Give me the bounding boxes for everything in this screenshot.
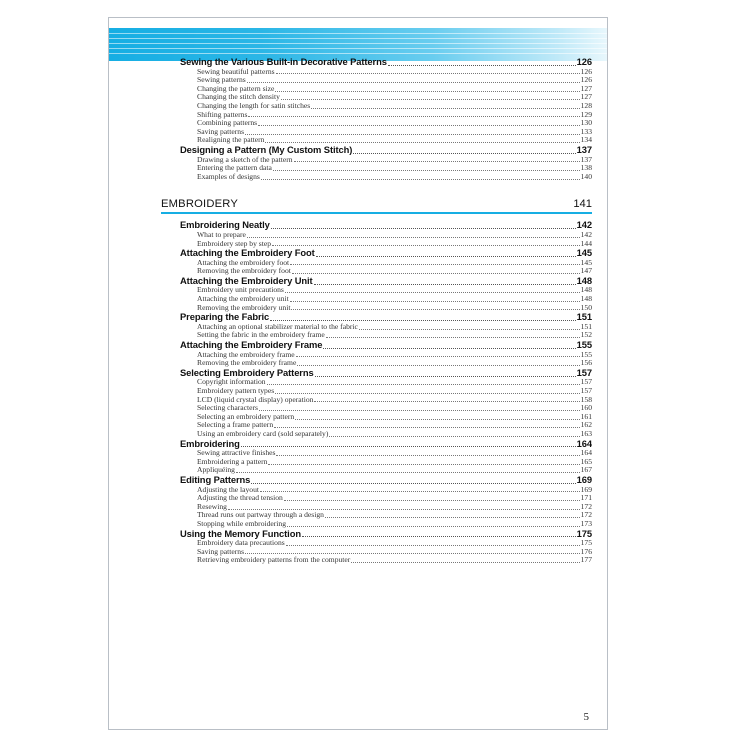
toc-subentry — [180, 421, 592, 430]
toc-subentry — [180, 231, 592, 240]
toc-entry-page: 169 — [576, 474, 592, 485]
dot-leader — [353, 153, 575, 154]
toc-section-entry — [180, 340, 592, 351]
dot-leader — [287, 526, 580, 527]
dot-leader — [281, 99, 580, 100]
toc-subentry — [180, 548, 592, 557]
toc-entry-page: 142 — [580, 230, 592, 239]
toc-entry-title: Retrieving embroidery patterns from the computer — [197, 556, 351, 565]
dot-leader — [295, 419, 579, 420]
toc-entry-title: Removing the embroidery foot — [197, 267, 291, 276]
dot-leader — [315, 376, 576, 377]
toc-entry-title: Embroidery step by step — [197, 239, 272, 248]
dot-leader — [258, 125, 579, 126]
toc-entry-title: Embroidering a pattern — [197, 457, 268, 466]
toc-entry-page: 155 — [576, 340, 592, 351]
dot-leader — [276, 73, 580, 74]
toc-section-entry — [180, 475, 592, 486]
toc-entry-title: LCD (liquid crystal display) operation — [197, 395, 314, 404]
toc-entry-title: Setting the fabric in the embroidery frame — [197, 331, 325, 340]
dot-leader — [270, 320, 575, 321]
toc-entry-title: Using an embroidery card (sold separately) — [197, 429, 329, 438]
toc-entry-title: Sewing the Various Built-in Decorative Patterns — [180, 57, 387, 67]
table-of-contents — [161, 57, 592, 565]
dot-leader — [359, 329, 580, 330]
toc-entry-page: 134 — [580, 136, 592, 145]
toc-entry-title: Using the Memory Function — [180, 528, 301, 539]
toc-subentry — [180, 387, 592, 396]
dot-leader — [245, 553, 580, 554]
toc-entry-page: 175 — [576, 528, 592, 539]
toc-subentry — [180, 173, 592, 182]
dot-leader — [260, 491, 580, 492]
toc-entry-title: Changing the stitch density — [197, 93, 280, 102]
toc-entry-page: 160 — [580, 404, 592, 413]
toc-entry-page: 150 — [580, 303, 592, 312]
toc-entry-page: 175 — [580, 539, 592, 548]
toc-subentry — [180, 136, 592, 145]
dot-leader — [245, 134, 580, 135]
toc-entry-page: 171 — [580, 494, 592, 503]
toc-entry-page: 151 — [576, 312, 592, 323]
toc-entry-page: 140 — [580, 172, 592, 181]
toc-subentry — [180, 539, 592, 548]
toc-subentry — [180, 413, 592, 422]
toc-entry-title: Stopping while embroidering — [197, 519, 287, 528]
toc-entry-title: Appliquéing — [197, 466, 235, 475]
dot-leader — [323, 348, 575, 349]
toc-subentry — [180, 378, 592, 387]
toc-entry-page: 155 — [580, 350, 592, 359]
toc-section-entry — [180, 368, 592, 379]
dot-leader — [314, 284, 576, 285]
toc-entry-page: 138 — [580, 164, 592, 173]
toc-entry-title: Embroidering — [180, 438, 240, 449]
toc-subentry — [180, 404, 592, 413]
toc-entry-page: 151 — [580, 322, 592, 331]
chapter-page: 141 — [573, 198, 592, 211]
dot-leader — [311, 108, 579, 109]
toc-entry-page: 173 — [580, 519, 592, 528]
toc-subentry — [180, 520, 592, 529]
toc-subentry — [180, 93, 592, 102]
toc-subentry — [180, 76, 592, 85]
toc-entry-title: Adjusting the layout — [197, 485, 260, 494]
toc-entry-title: Selecting Embroidery Patterns — [180, 367, 314, 378]
toc-subentry — [180, 486, 592, 495]
toc-entry-page: 164 — [576, 438, 592, 449]
toc-entry-title: Attaching the Embroidery Unit — [180, 275, 313, 286]
toc-section-entry — [180, 248, 592, 259]
toc-entry-page: 163 — [580, 429, 592, 438]
toc-entry-title: Embroidery pattern types — [197, 387, 275, 395]
toc-entry-page: 144 — [580, 239, 592, 248]
toc-section-sewing — [180, 57, 592, 181]
toc-entry-page: 172 — [580, 511, 592, 520]
toc-section-entry — [180, 220, 592, 231]
toc-subentry — [180, 458, 592, 467]
toc-entry-title: Embroidering Neatly — [180, 220, 270, 231]
dot-leader — [275, 393, 579, 394]
toc-entry-title: Attaching the embroidery foot — [197, 258, 290, 267]
toc-entry-title: What to prepare — [197, 230, 246, 239]
dot-leader — [326, 337, 580, 338]
toc-section-embroidery — [180, 220, 592, 565]
toc-entry-title: Shifting patterns — [197, 110, 248, 119]
toc-entry-page: 128 — [580, 101, 592, 110]
toc-subentry — [180, 128, 592, 137]
toc-section-entry — [180, 276, 592, 287]
toc-entry-page: 126 — [576, 57, 592, 67]
dot-leader — [388, 65, 576, 66]
toc-subentry — [180, 556, 592, 565]
dot-leader — [268, 464, 579, 465]
toc-entry-title: Entering the pattern data — [197, 164, 272, 173]
dot-leader — [285, 292, 580, 293]
dot-leader — [247, 82, 580, 83]
toc-subentry — [180, 331, 592, 340]
toc-entry-page: 126 — [580, 76, 592, 85]
dot-leader — [294, 161, 580, 162]
toc-entry-page: 177 — [580, 556, 592, 565]
dot-leader — [302, 536, 576, 537]
toc-entry-page: 127 — [580, 84, 592, 93]
toc-entry-page: 165 — [580, 457, 592, 466]
toc-entry-title: Changing the pattern size — [197, 84, 275, 93]
toc-entry-page: 148 — [576, 275, 592, 286]
toc-entry-title: Editing Patterns — [180, 474, 251, 485]
toc-entry-page: 126 — [580, 67, 592, 76]
dot-leader — [275, 91, 579, 92]
dot-leader — [291, 309, 579, 310]
toc-entry-page: 161 — [580, 412, 592, 421]
toc-subentry — [180, 503, 592, 512]
dot-leader — [228, 509, 580, 510]
toc-entry-title: Realigning the pattern — [197, 136, 265, 145]
dot-leader — [265, 142, 579, 143]
toc-section-entry — [180, 145, 592, 156]
toc-entry-page: 167 — [580, 466, 592, 475]
toc-entry-title: Attaching the embroidery frame — [197, 350, 295, 359]
toc-subentry — [180, 466, 592, 475]
toc-entry-title: Resewing — [197, 502, 227, 511]
toc-entry-title: Attaching the Embroidery Foot — [180, 248, 315, 259]
toc-entry-page: 148 — [580, 295, 592, 304]
dot-leader — [325, 517, 580, 518]
toc-subentry — [180, 240, 592, 249]
toc-entry-page: 147 — [580, 267, 592, 276]
toc-subentry — [180, 111, 592, 120]
toc-entry-page: 145 — [576, 248, 592, 259]
toc-subentry — [180, 396, 592, 405]
toc-subentry — [180, 156, 592, 165]
toc-entry-title: Saving patterns — [197, 547, 245, 556]
toc-entry-title: Selecting a frame pattern — [197, 421, 274, 430]
chapter-title: EMBROIDERY — [161, 198, 239, 211]
toc-subentry — [180, 267, 592, 276]
dot-leader — [276, 455, 579, 456]
toc-entry-page: 137 — [576, 144, 592, 155]
toc-entry-title: Examples of designs — [197, 172, 260, 181]
toc-entry-page: 172 — [580, 502, 592, 511]
toc-entry-title: Combining patterns — [197, 119, 258, 128]
toc-entry-title: Embroidery unit precautions — [197, 286, 284, 295]
toc-subentry — [180, 102, 592, 111]
toc-entry-page: 169 — [580, 485, 592, 494]
toc-section-entry — [180, 57, 592, 68]
toc-entry-title: Sewing patterns — [197, 76, 246, 85]
toc-subentry — [180, 68, 592, 77]
toc-entry-title: Sewing attractive finishes — [197, 449, 276, 458]
toc-entry-page: 164 — [580, 449, 592, 458]
toc-subentry — [180, 430, 592, 439]
dot-leader — [351, 562, 579, 563]
toc-entry-title: Removing the embroidery frame — [197, 359, 297, 368]
toc-subentry — [180, 164, 592, 173]
toc-subentry — [180, 323, 592, 332]
toc-subentry — [180, 304, 592, 313]
toc-entry-page: 176 — [580, 547, 592, 556]
toc-subentry — [180, 85, 592, 94]
toc-subentry — [180, 449, 592, 458]
toc-entry-page: 158 — [580, 395, 592, 404]
toc-entry-title: Changing the length for satin stitches — [197, 101, 311, 110]
toc-entry-page: 162 — [580, 421, 592, 430]
toc-subentry — [180, 351, 592, 360]
toc-entry-title: Copyright information — [197, 378, 266, 387]
toc-entry-page: 157 — [580, 378, 592, 387]
dot-leader — [284, 500, 580, 501]
document-page — [108, 17, 608, 730]
toc-entry-title: Sewing beautiful patterns — [197, 67, 275, 76]
toc-entry-title: Attaching the Embroidery Frame — [180, 340, 323, 351]
dot-leader — [271, 228, 576, 229]
toc-entry-page: 127 — [580, 93, 592, 102]
toc-subentry — [180, 286, 592, 295]
toc-entry-title: Drawing a sketch of the pattern — [197, 155, 293, 164]
toc-section-entry — [180, 312, 592, 323]
toc-entry-page: 157 — [576, 367, 592, 378]
dot-leader — [272, 245, 580, 246]
toc-entry-page: 152 — [580, 331, 592, 340]
toc-entry-page: 157 — [580, 387, 592, 395]
toc-entry-page: 148 — [580, 286, 592, 295]
page-number: 5 — [583, 711, 589, 723]
toc-section-entry — [180, 439, 592, 450]
toc-subentry — [180, 295, 592, 304]
dot-leader — [316, 256, 576, 257]
toc-entry-page: 133 — [580, 127, 592, 136]
chapter-heading — [161, 197, 592, 214]
dot-leader — [248, 116, 579, 117]
toc-entry-title: Embroidery data precautions — [197, 539, 285, 548]
dot-leader — [241, 446, 576, 447]
dot-leader — [314, 401, 579, 402]
toc-entry-title: Attaching the embroidery unit — [197, 295, 289, 304]
dot-leader — [273, 170, 580, 171]
toc-entry-page: 130 — [580, 119, 592, 128]
dot-leader — [286, 545, 580, 546]
toc-subentry — [180, 511, 592, 520]
toc-subentry — [180, 494, 592, 503]
dot-leader — [274, 427, 579, 428]
dot-leader — [297, 365, 579, 366]
dot-leader — [251, 483, 575, 484]
dot-leader — [292, 273, 580, 274]
toc-entry-title: Selecting characters — [197, 404, 258, 413]
toc-entry-title: Removing the embroidery unit — [197, 303, 291, 312]
toc-subentry — [180, 359, 592, 368]
dot-leader — [247, 237, 580, 238]
toc-entry-title: Thread runs out partway through a design — [197, 511, 324, 520]
dot-leader — [259, 410, 580, 411]
toc-entry-title: Designing a Pattern (My Custom Stitch) — [180, 144, 353, 155]
dot-leader — [267, 384, 580, 385]
toc-subentry — [180, 259, 592, 268]
toc-entry-title: Preparing the Fabric — [180, 312, 270, 323]
dot-leader — [290, 301, 580, 302]
dot-leader — [261, 179, 580, 180]
toc-entry-page: 129 — [580, 110, 592, 119]
toc-subentry — [180, 119, 592, 128]
toc-entry-title: Adjusting the thread tension — [197, 494, 283, 503]
dot-leader — [329, 436, 579, 437]
toc-section-entry — [180, 529, 592, 540]
toc-entry-title: Attaching an optional stabilizer material to the fabric — [197, 322, 358, 331]
toc-entry-page: 156 — [580, 359, 592, 368]
toc-entry-page: 137 — [580, 155, 592, 164]
toc-entry-title: Saving patterns — [197, 127, 245, 136]
toc-entry-page: 145 — [580, 258, 592, 267]
dot-leader — [236, 472, 580, 473]
toc-entry-title: Selecting an embroidery pattern — [197, 412, 295, 421]
toc-entry-page: 142 — [576, 220, 592, 231]
dot-leader — [296, 356, 580, 357]
dot-leader — [290, 264, 579, 265]
